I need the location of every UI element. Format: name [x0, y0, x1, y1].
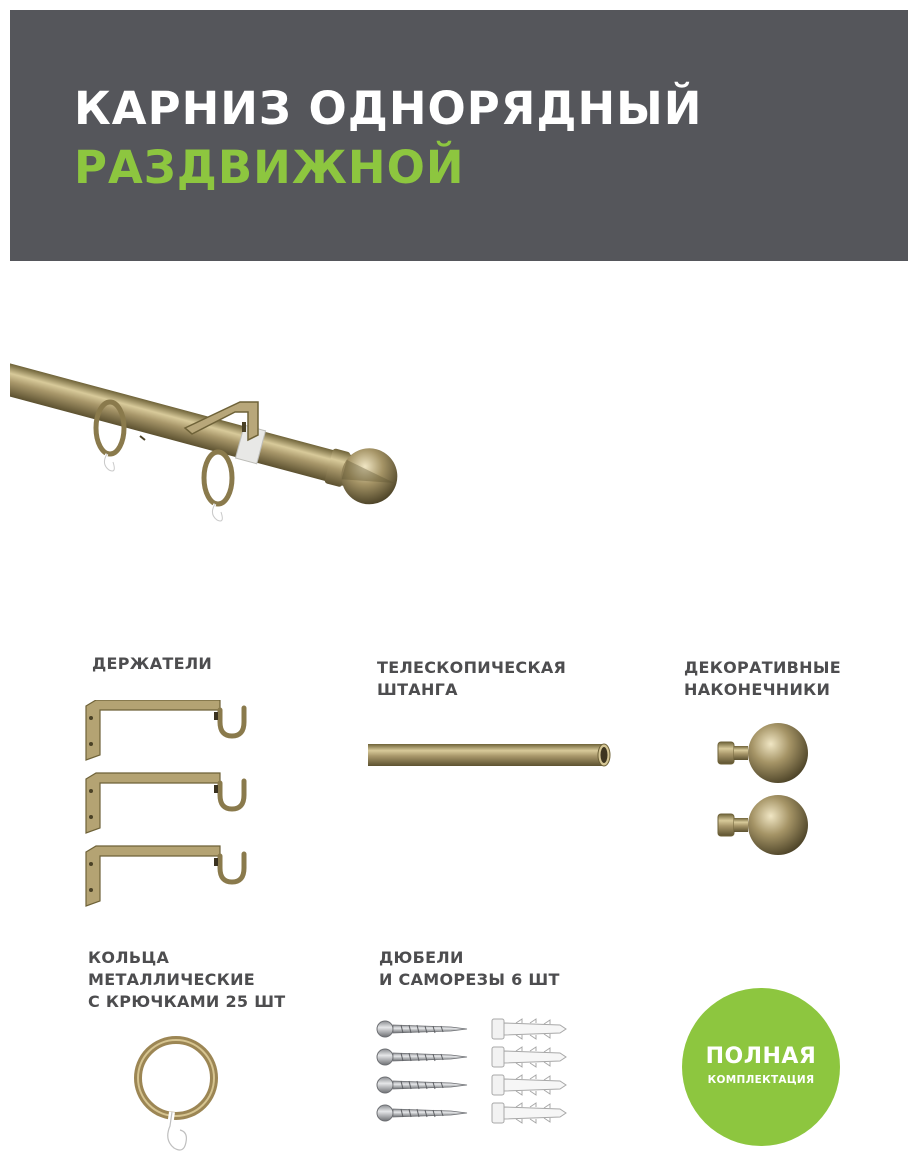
- ring-hook-icon: [130, 1030, 225, 1165]
- finial-icon: [716, 722, 816, 857]
- rod-label: ТЕЛЕСКОПИЧЕСКАЯ ШТАНГА: [377, 658, 567, 699]
- title-line-1: КАРНИЗ ОДНОРЯДНЫЙ: [74, 82, 703, 135]
- rod-icon: [366, 740, 616, 772]
- finials-label: ДЕКОРАТИВНЫЕ НАКОНЕЧНИКИ: [684, 658, 841, 699]
- curtain-rod-image: [10, 350, 410, 580]
- badge-sub-text: КОМПЛЕКТАЦИЯ: [707, 1074, 815, 1086]
- holders-label: ДЕРЖАТЕЛИ: [92, 654, 213, 673]
- title-line-2: РАЗДВИЖНОЙ: [74, 141, 465, 194]
- bracket-icon: [82, 700, 257, 915]
- rings-label: КОЛЬЦА МЕТАЛЛИЧЕСКИЕ С КРЮЧКАМИ 25 ШТ: [88, 948, 286, 1011]
- header-banner: [10, 10, 908, 261]
- fasteners-label: ДЮБЕЛИ И САМОРЕЗЫ 6 ШТ: [379, 948, 560, 989]
- dowel-icon: [490, 1015, 570, 1135]
- badge-main-text: ПОЛНАЯ: [705, 1044, 817, 1069]
- screw-icon: [375, 1015, 470, 1135]
- complete-set-badge: [682, 988, 840, 1146]
